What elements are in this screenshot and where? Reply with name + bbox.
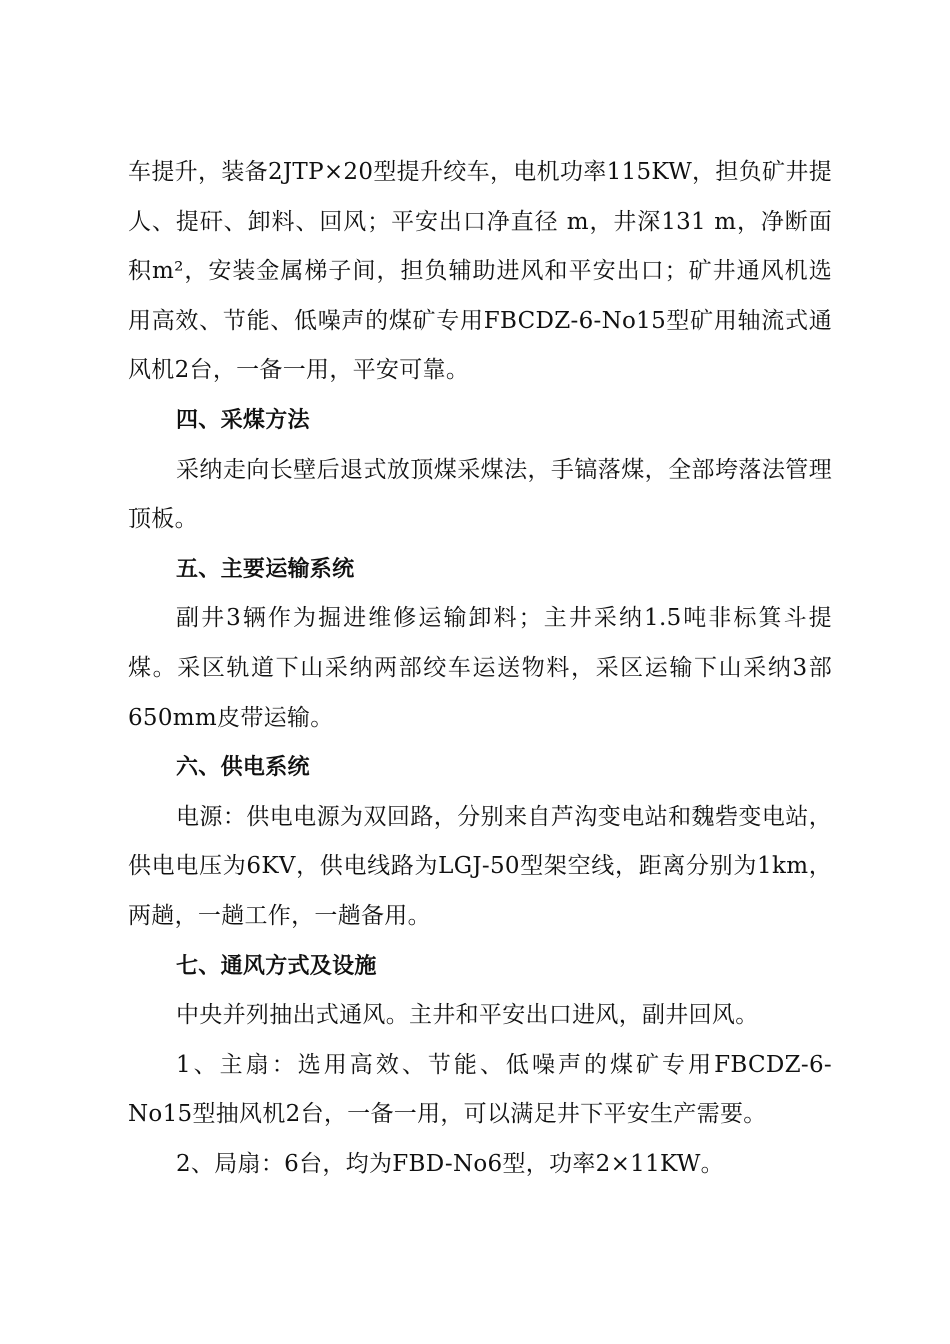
heading-mining-method: 四、采煤方法 [176,407,310,433]
paragraph-ventilation-hoist: 车提升，装备2JTP×20型提升绞车，电机功率115KW，担负矿井提人、提矸、卸料、回风；平安出口净直径 m，井深131 m，净断面积m²，安装金属梯子间，担负辅助进风和平安出口；矿井通风机选用高效、节能、低噪声的煤矿专用FBCDZ-6-No15型矿用轴流式通风机2台，一备一用，平安可靠。 [128,159,832,384]
paragraph-power-supply: 电源：供电电源为双回路，分别来自芦沟变电站和魏砦变电站，供电电压为6KV，供电线路为LGJ-50型架空线，距离分别为1km，两趟，一趟工作，一趟备用。 [128,803,832,929]
heading-power-supply: 六、供电系统 [176,755,310,781]
heading-ventilation: 七、通风方式及设施 [176,953,377,979]
paragraph-main-fan: 1、主扇：选用高效、节能、低噪声的煤矿专用FBCDZ-6-No15型抽风机2台，一备一用，可以满足井下平安生产需要。 [128,1051,832,1128]
paragraph-mining-method: 采纳走向长壁后退式放顶煤采煤法，手镐落煤，全部垮落法管理顶板。 [128,456,832,533]
paragraph-ventilation-mode: 中央并列抽出式通风。主井和平安出口进风，副井回风。 [176,1002,759,1029]
heading-transport-system: 五、主要运输系统 [176,556,355,582]
paragraph-local-fan: 2、局扇：6台，均为FBD-No6型，功率2×11KW。 [176,1150,724,1177]
document-page [128,148,832,1189]
paragraph-transport-system: 副井3辆作为掘进维修运输卸料；主井采纳1.5吨非标箕斗提煤。采区轨道下山采纳两部绞车运送物料，采区运输下山采纳3部650mm皮带运输。 [128,605,832,731]
